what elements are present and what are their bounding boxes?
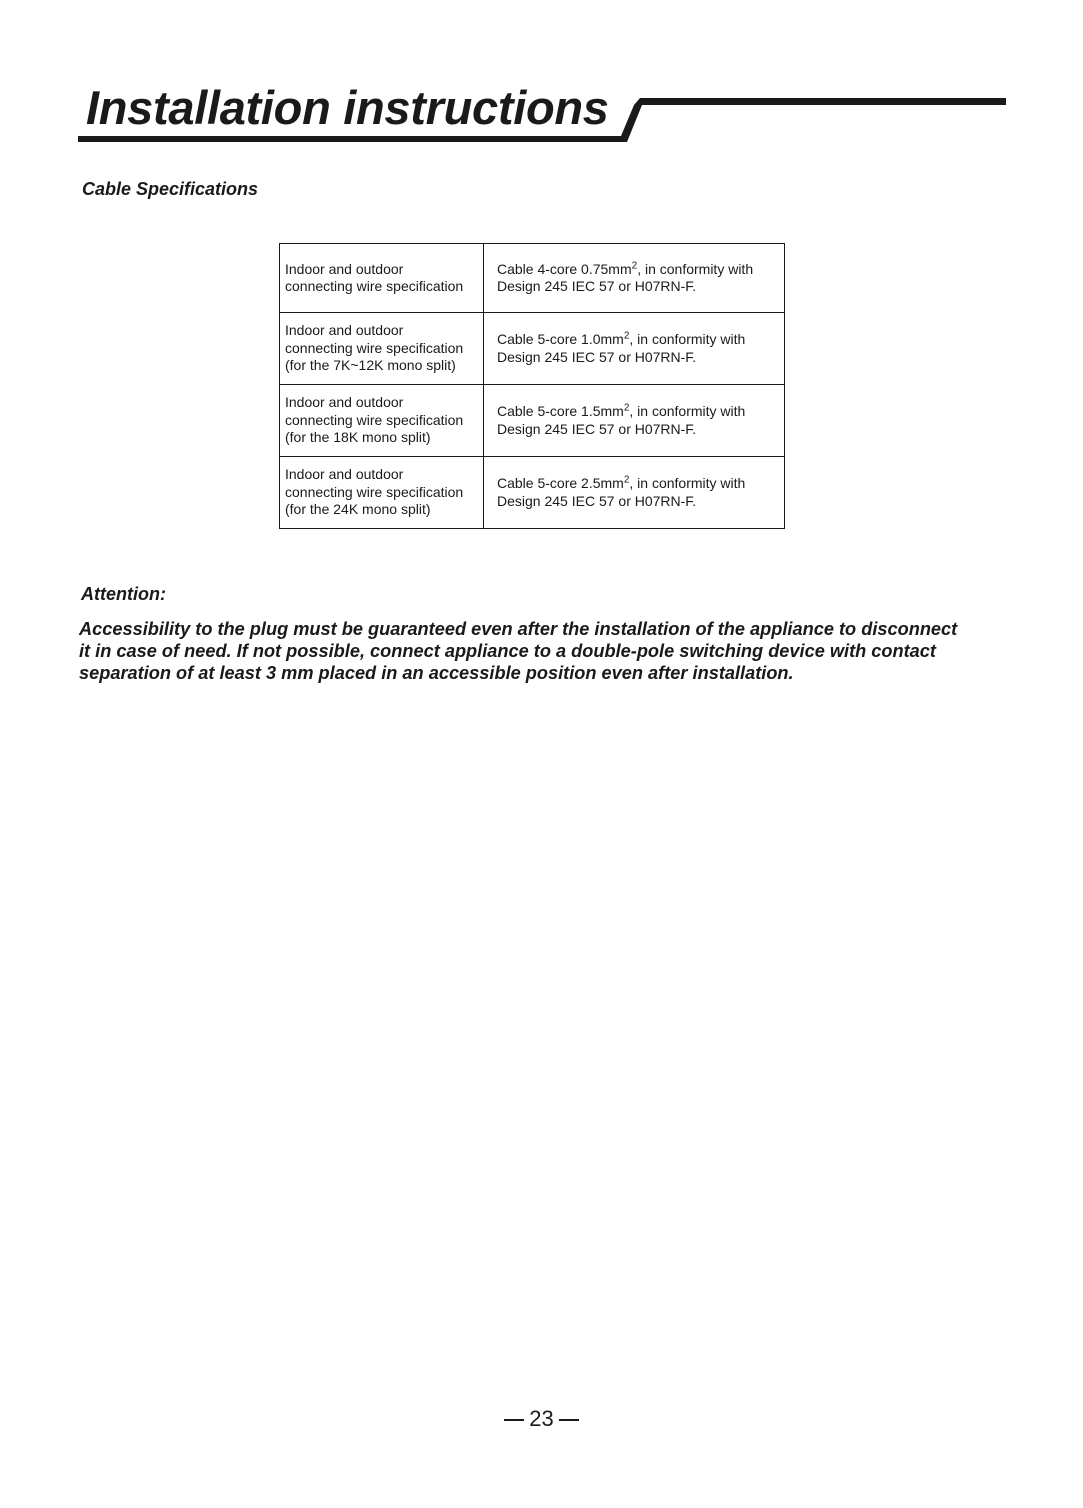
spec-value-line: Design 245 IEC 57 or H07RN-F. bbox=[497, 348, 697, 365]
spec-value-line: Cable 5-core $2.5mm^2$, in conformity with bbox=[497, 474, 746, 491]
spec-label-cell bbox=[280, 385, 484, 457]
spec-value-line: Design 245 IEC 57 or H07RN-F. bbox=[497, 420, 697, 437]
spec-label-line: Indoor and outdoor bbox=[285, 322, 404, 339]
dash-right bbox=[559, 1419, 579, 1421]
spec-value-line: Design 245 IEC 57 or H07RN-F. bbox=[497, 492, 697, 509]
spec-label-line: connecting wire specification bbox=[285, 278, 464, 294]
table-row bbox=[280, 313, 785, 385]
attention-line: Accessibility to the plug must be guaranteed even after the installation of the appliance to disconnect bbox=[79, 619, 958, 639]
spec-label-line: Indoor and outdoor bbox=[285, 394, 404, 411]
spec-value-line: Cable 4-core $0.75mm^2$, in conformity with bbox=[497, 259, 754, 277]
spec-label-line: Indoor and outdoor bbox=[285, 466, 404, 483]
spec-label-cell bbox=[280, 244, 484, 313]
attention-line: separation of at least 3 mm placed in an accessible position even after installation. bbox=[79, 663, 794, 683]
spec-label-line: (for the 7K~12K mono split) bbox=[285, 357, 456, 374]
spec-label-line: connecting wire specification bbox=[285, 339, 464, 356]
dash-left bbox=[504, 1419, 524, 1421]
spec-label-line: (for the 24K mono split) bbox=[285, 501, 431, 518]
attention-paragraph bbox=[79, 618, 1039, 684]
spec-value-line: Cable 5-core $1.0mm^2$, in conformity with bbox=[497, 330, 746, 347]
page-number-text: 23 bbox=[529, 1406, 554, 1431]
page-number bbox=[0, 1406, 1083, 1432]
table-row bbox=[280, 244, 785, 313]
spec-value-line: Cable 5-core $1.5mm^2$, in conformity with bbox=[497, 402, 746, 419]
attention-line: it in case of need. If not possible, connect appliance to a double-pole switching device with contact bbox=[79, 641, 936, 661]
spec-label-line: (for the 18K mono split) bbox=[285, 429, 431, 446]
table-row bbox=[280, 385, 785, 457]
spec-value-cell bbox=[484, 385, 785, 457]
spec-label-line: connecting wire specification bbox=[285, 411, 464, 428]
cable-specifications-heading: Cable Specifications bbox=[82, 179, 259, 199]
cable-spec-table bbox=[279, 243, 785, 529]
spec-label-cell bbox=[280, 313, 484, 385]
table-row bbox=[280, 457, 785, 529]
spec-value-line: Design 245 IEC 57 or H07RN-F. bbox=[497, 278, 697, 294]
attention-heading: Attention: bbox=[81, 584, 166, 604]
spec-value-cell bbox=[484, 244, 785, 313]
page-title: Installation instructions bbox=[86, 81, 609, 134]
spec-label-cell bbox=[280, 457, 484, 529]
spec-value-cell bbox=[484, 457, 785, 529]
spec-label-line: Indoor and outdoor bbox=[285, 260, 404, 277]
spec-value-cell bbox=[484, 313, 785, 385]
spec-label-line: connecting wire specification bbox=[285, 483, 464, 500]
